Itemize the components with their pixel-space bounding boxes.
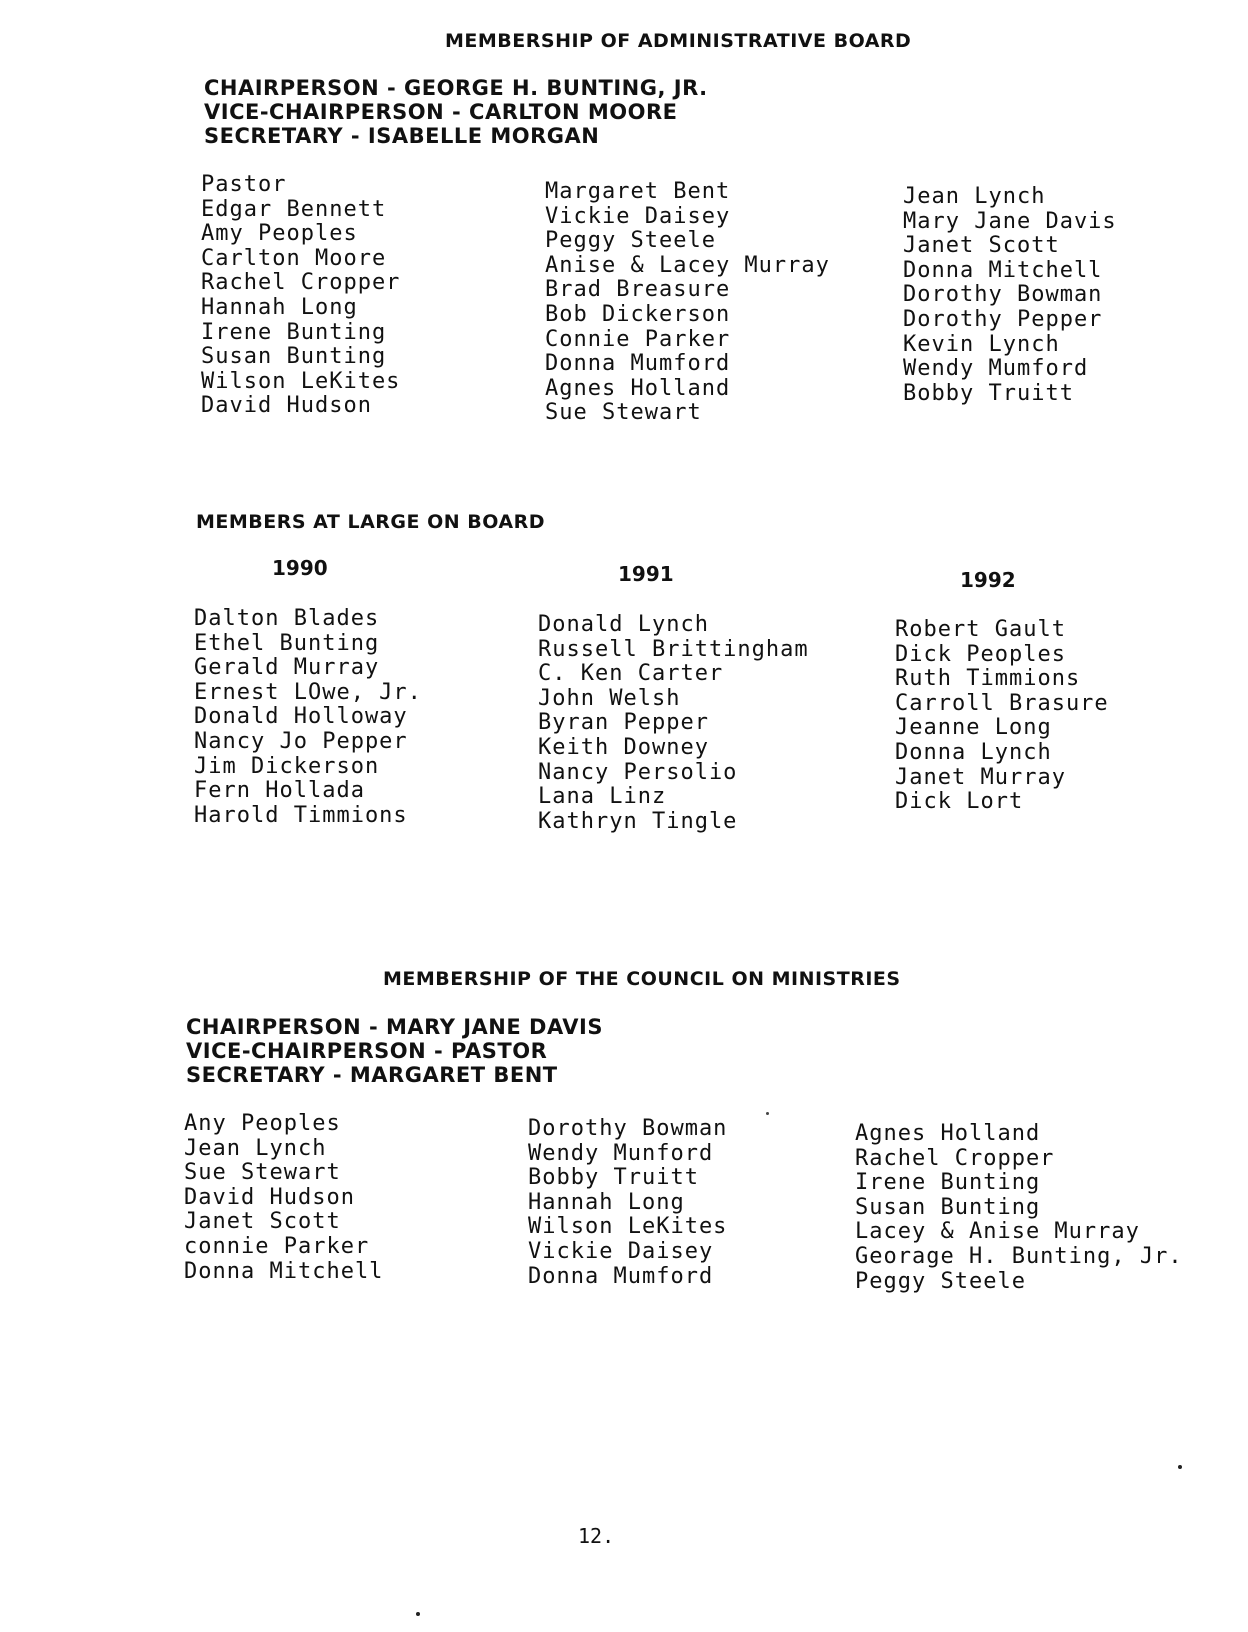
- year-label-1990: 1990: [272, 556, 328, 580]
- list-item: Donna Mitchell: [903, 257, 1103, 283]
- list-item: Pastor: [201, 172, 287, 197]
- list-item: Wendy Munford: [528, 1140, 714, 1166]
- list-item: Jean Lynch: [903, 184, 1046, 209]
- council-column-3: [855, 1122, 1183, 1294]
- list-item: Dick Peoples: [895, 641, 1066, 667]
- members-at-large-title: MEMBERS AT LARGE ON BOARD: [196, 511, 546, 533]
- list-item: Irene Bunting: [855, 1170, 1041, 1196]
- list-item: Robert Gault: [895, 617, 1066, 642]
- members-at-large-1992: [895, 618, 1109, 815]
- list-item: Ruth Timmions: [895, 666, 1081, 692]
- list-item: David Hudson: [184, 1184, 355, 1210]
- list-item: John Welsh: [538, 685, 681, 711]
- list-item: Donna Lynch: [895, 739, 1052, 765]
- officer-secretary: SECRETARY - MARGARET BENT: [186, 1063, 558, 1087]
- list-item: Lacey & Anise Murray: [855, 1219, 1140, 1245]
- year-label-1992: 1992: [960, 568, 1016, 592]
- admin-board-column-2: [545, 180, 830, 426]
- list-item: Rachel Cropper: [855, 1145, 1055, 1171]
- list-item: Sue Stewart: [184, 1160, 341, 1186]
- list-item: Harold Timmions: [194, 802, 408, 828]
- list-item: Nancy Persolio: [538, 759, 738, 785]
- list-item: Dalton Blades: [194, 606, 380, 631]
- list-item: C. Ken Carter: [538, 661, 724, 687]
- admin-board-officers: [204, 76, 708, 148]
- list-item: Brad Breasure: [545, 277, 731, 303]
- list-item: Dorothy Pepper: [903, 306, 1103, 332]
- admin-board-title: MEMBERSHIP OF ADMINISTRATIVE BOARD: [445, 30, 912, 52]
- list-item: Susan Bunting: [201, 344, 387, 370]
- list-item: Georage H. Bunting, Jr.: [855, 1243, 1183, 1269]
- officer-secretary: SECRETARY - ISABELLE MORGAN: [204, 124, 600, 148]
- list-item: Mary Jane Davis: [903, 208, 1117, 234]
- list-item: Nancy Jo Pepper: [194, 728, 408, 754]
- council-officers: [186, 1015, 603, 1087]
- list-item: Ethel Bunting: [194, 630, 380, 656]
- list-item: Janet Scott: [184, 1209, 341, 1235]
- list-item: connie Parker: [184, 1233, 370, 1259]
- list-item: Donna Mitchell: [184, 1258, 384, 1284]
- list-item: Peggy Steele: [545, 228, 716, 254]
- members-at-large-1991: [538, 613, 809, 834]
- list-item: Wilson LeKites: [528, 1214, 728, 1240]
- list-item: Jeanne Long: [895, 715, 1052, 741]
- list-item: Gerald Murray: [194, 655, 380, 681]
- list-item: Margaret Bent: [545, 179, 731, 204]
- page-number: 12.: [578, 1524, 615, 1548]
- list-item: Donna Mumford: [545, 351, 731, 377]
- list-item: Susan Bunting: [855, 1194, 1041, 1220]
- list-item: Bobby Truitt: [903, 380, 1074, 406]
- list-item: Any Peoples: [184, 1111, 341, 1136]
- list-item: Kathryn Tingle: [538, 808, 738, 834]
- list-item: Sue Stewart: [545, 400, 702, 426]
- list-item: Vickie Daisey: [528, 1238, 714, 1264]
- council-column-2: [528, 1117, 727, 1289]
- list-item: Donna Mumford: [528, 1263, 714, 1289]
- list-item: Janet Scott: [903, 233, 1060, 259]
- list-item: Irene Bunting: [201, 319, 387, 345]
- list-item: David Hudson: [201, 393, 372, 419]
- list-item: Agnes Holland: [855, 1121, 1041, 1146]
- list-item: Dorothy Bowman: [903, 282, 1103, 308]
- list-item: Russell Brittingham: [538, 636, 809, 662]
- list-item: Bobby Truitt: [528, 1165, 699, 1191]
- officer-vice-chairperson: VICE-CHAIRPERSON - CARLTON MOORE: [204, 100, 678, 124]
- list-item: Ernest LOwe, Jr.: [194, 679, 422, 705]
- list-item: Anise & Lacey Murray: [545, 252, 830, 278]
- list-item: Hannah Long: [528, 1189, 685, 1215]
- list-item: Jean Lynch: [184, 1135, 327, 1161]
- council-column-1: [184, 1112, 383, 1284]
- list-item: Dorothy Bowman: [528, 1116, 728, 1141]
- council-title: MEMBERSHIP OF THE COUNCIL ON MINISTRIES: [383, 968, 901, 990]
- list-item: Hannah Long: [201, 294, 358, 320]
- scan-speck: [416, 1612, 420, 1616]
- list-item: Fern Hollada: [194, 778, 365, 804]
- list-item: Carlton Moore: [201, 245, 387, 271]
- scan-speck: [766, 1112, 769, 1115]
- list-item: Janet Murray: [895, 764, 1066, 790]
- list-item: Edgar Bennett: [201, 196, 387, 222]
- list-item: Wendy Mumford: [903, 356, 1089, 382]
- officer-chairperson: CHAIRPERSON - GEORGE H. BUNTING, JR.: [204, 76, 708, 100]
- list-item: Jim Dickerson: [194, 753, 380, 779]
- officer-vice-chairperson: VICE-CHAIRPERSON - PASTOR: [186, 1039, 548, 1063]
- list-item: Vickie Daisey: [545, 203, 731, 229]
- list-item: Bob Dickerson: [545, 301, 731, 327]
- scan-speck: [1178, 1465, 1182, 1469]
- list-item: Carroll Brasure: [895, 690, 1109, 716]
- list-item: Keith Downey: [538, 734, 709, 760]
- list-item: Amy Peoples: [201, 221, 358, 247]
- list-item: Agnes Holland: [545, 375, 731, 401]
- list-item: Kevin Lynch: [903, 331, 1060, 357]
- list-item: Wilson LeKites: [201, 368, 401, 394]
- list-item: Rachel Cropper: [201, 270, 401, 296]
- list-item: Donald Holloway: [194, 704, 408, 730]
- list-item: Byran Pepper: [538, 710, 709, 736]
- members-at-large-1990: [194, 607, 422, 828]
- list-item: Connie Parker: [545, 326, 731, 352]
- year-label-1991: 1991: [618, 562, 674, 586]
- admin-board-column-1: [201, 173, 400, 419]
- officer-chairperson: CHAIRPERSON - MARY JANE DAVIS: [186, 1015, 603, 1039]
- list-item: Lana Linz: [538, 784, 667, 810]
- admin-board-column-3: [903, 185, 1117, 406]
- list-item: Dick Lort: [895, 789, 1024, 815]
- list-item: Peggy Steele: [855, 1268, 1026, 1294]
- list-item: Donald Lynch: [538, 612, 709, 637]
